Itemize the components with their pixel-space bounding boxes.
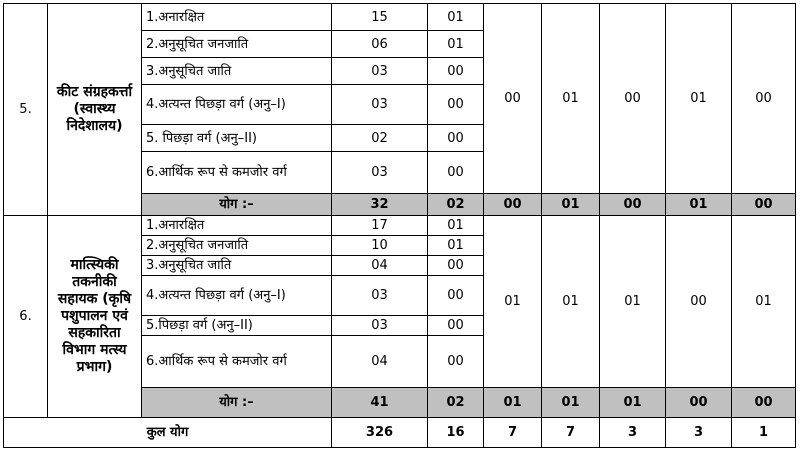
value-cell: 01 [600,216,666,388]
value-cell: 04 [332,256,428,276]
value-cell: 01 [666,4,732,194]
value-cell: 01 [428,236,484,256]
post-name: कीट संग्रहकर्त्ता (स्वास्थ्य निदेशालय) [48,4,142,216]
grand-total-value: 7 [484,418,542,448]
value-cell: 04 [332,336,428,388]
subtotal-label: योग :– [142,388,332,418]
value-cell: 01 [732,216,796,388]
value-cell: 00 [428,316,484,336]
value-cell: 00 [428,125,484,152]
value-cell: 00 [666,216,732,388]
value-cell: 03 [332,276,428,316]
value-cell: 01 [428,31,484,58]
value-cell: 02 [332,125,428,152]
subtotal-value: 00 [732,194,796,216]
serial-number: 5. [4,4,48,216]
subtotal-value: 41 [332,388,428,418]
post-name: मात्स्यिकी तकनीकी सहायक (कृषि पशुपालन एवं सहकारिता विभाग मत्स्य प्रभाग) [48,216,142,418]
subtotal-value: 01 [542,388,600,418]
subtotal-value: 01 [542,194,600,216]
grand-total-row [4,418,796,448]
subtotal-value: 00 [484,194,542,216]
grand-total-value: 16 [428,418,484,448]
category-cell: 3.अनुसूचित जाति [142,58,332,85]
value-cell: 00 [428,336,484,388]
vacancy-table [3,3,796,448]
category-cell: 5. पिछड़ा वर्ग (अनु–II) [142,125,332,152]
grand-total-value: 3 [600,418,666,448]
value-cell: 03 [332,85,428,125]
category-cell: 5.पिछड़ा वर्ग (अनु–II) [142,316,332,336]
value-cell: 01 [542,4,600,194]
value-cell: 00 [428,152,484,194]
subtotal-value: 00 [666,388,732,418]
value-cell: 06 [332,31,428,58]
value-cell: 00 [732,4,796,194]
subtotal-value: 01 [484,388,542,418]
value-cell: 03 [332,58,428,85]
value-cell: 01 [428,216,484,236]
category-cell: 1.अनारक्षित [142,216,332,236]
category-cell: 2.अनुसूचित जनजाति [142,236,332,256]
value-cell: 03 [332,152,428,194]
value-cell: 01 [542,216,600,388]
category-cell: 2.अनुसूचित जनजाति [142,31,332,58]
subtotal-value: 02 [428,194,484,216]
subtotal-value: 02 [428,388,484,418]
grand-total-value: 1 [732,418,796,448]
value-cell: 10 [332,236,428,256]
subtotal-value: 01 [600,388,666,418]
serial-number: 6. [4,216,48,418]
category-cell: 1.अनारक्षित [142,4,332,31]
value-cell: 00 [484,4,542,194]
value-cell: 01 [484,216,542,388]
subtotal-label: योग :– [142,194,332,216]
value-cell: 17 [332,216,428,236]
grand-total-label: कुल योग [4,418,332,448]
value-cell: 00 [428,58,484,85]
subtotal-value: 32 [332,194,428,216]
value-cell: 00 [428,256,484,276]
grand-total-value: 3 [666,418,732,448]
subtotal-value: 00 [732,388,796,418]
grand-total-value: 326 [332,418,428,448]
category-cell: 4.अत्यन्त पिछड़ा वर्ग (अनु–I) [142,85,332,125]
value-cell: 03 [332,316,428,336]
value-cell: 15 [332,4,428,31]
table-row [4,216,796,236]
table-row [4,4,796,31]
category-cell: 3.अनुसूचित जाति [142,256,332,276]
value-cell: 01 [428,4,484,31]
grand-total-value: 7 [542,418,600,448]
value-cell: 00 [600,4,666,194]
value-cell: 00 [428,276,484,316]
category-cell: 4.अत्यन्त पिछड़ा वर्ग (अनु–I) [142,276,332,316]
value-cell: 00 [428,85,484,125]
category-cell: 6.आर्थिक रूप से कमजोर वर्ग [142,336,332,388]
subtotal-value: 01 [666,194,732,216]
category-cell: 6.आर्थिक रूप से कमजोर वर्ग [142,152,332,194]
subtotal-value: 00 [600,194,666,216]
